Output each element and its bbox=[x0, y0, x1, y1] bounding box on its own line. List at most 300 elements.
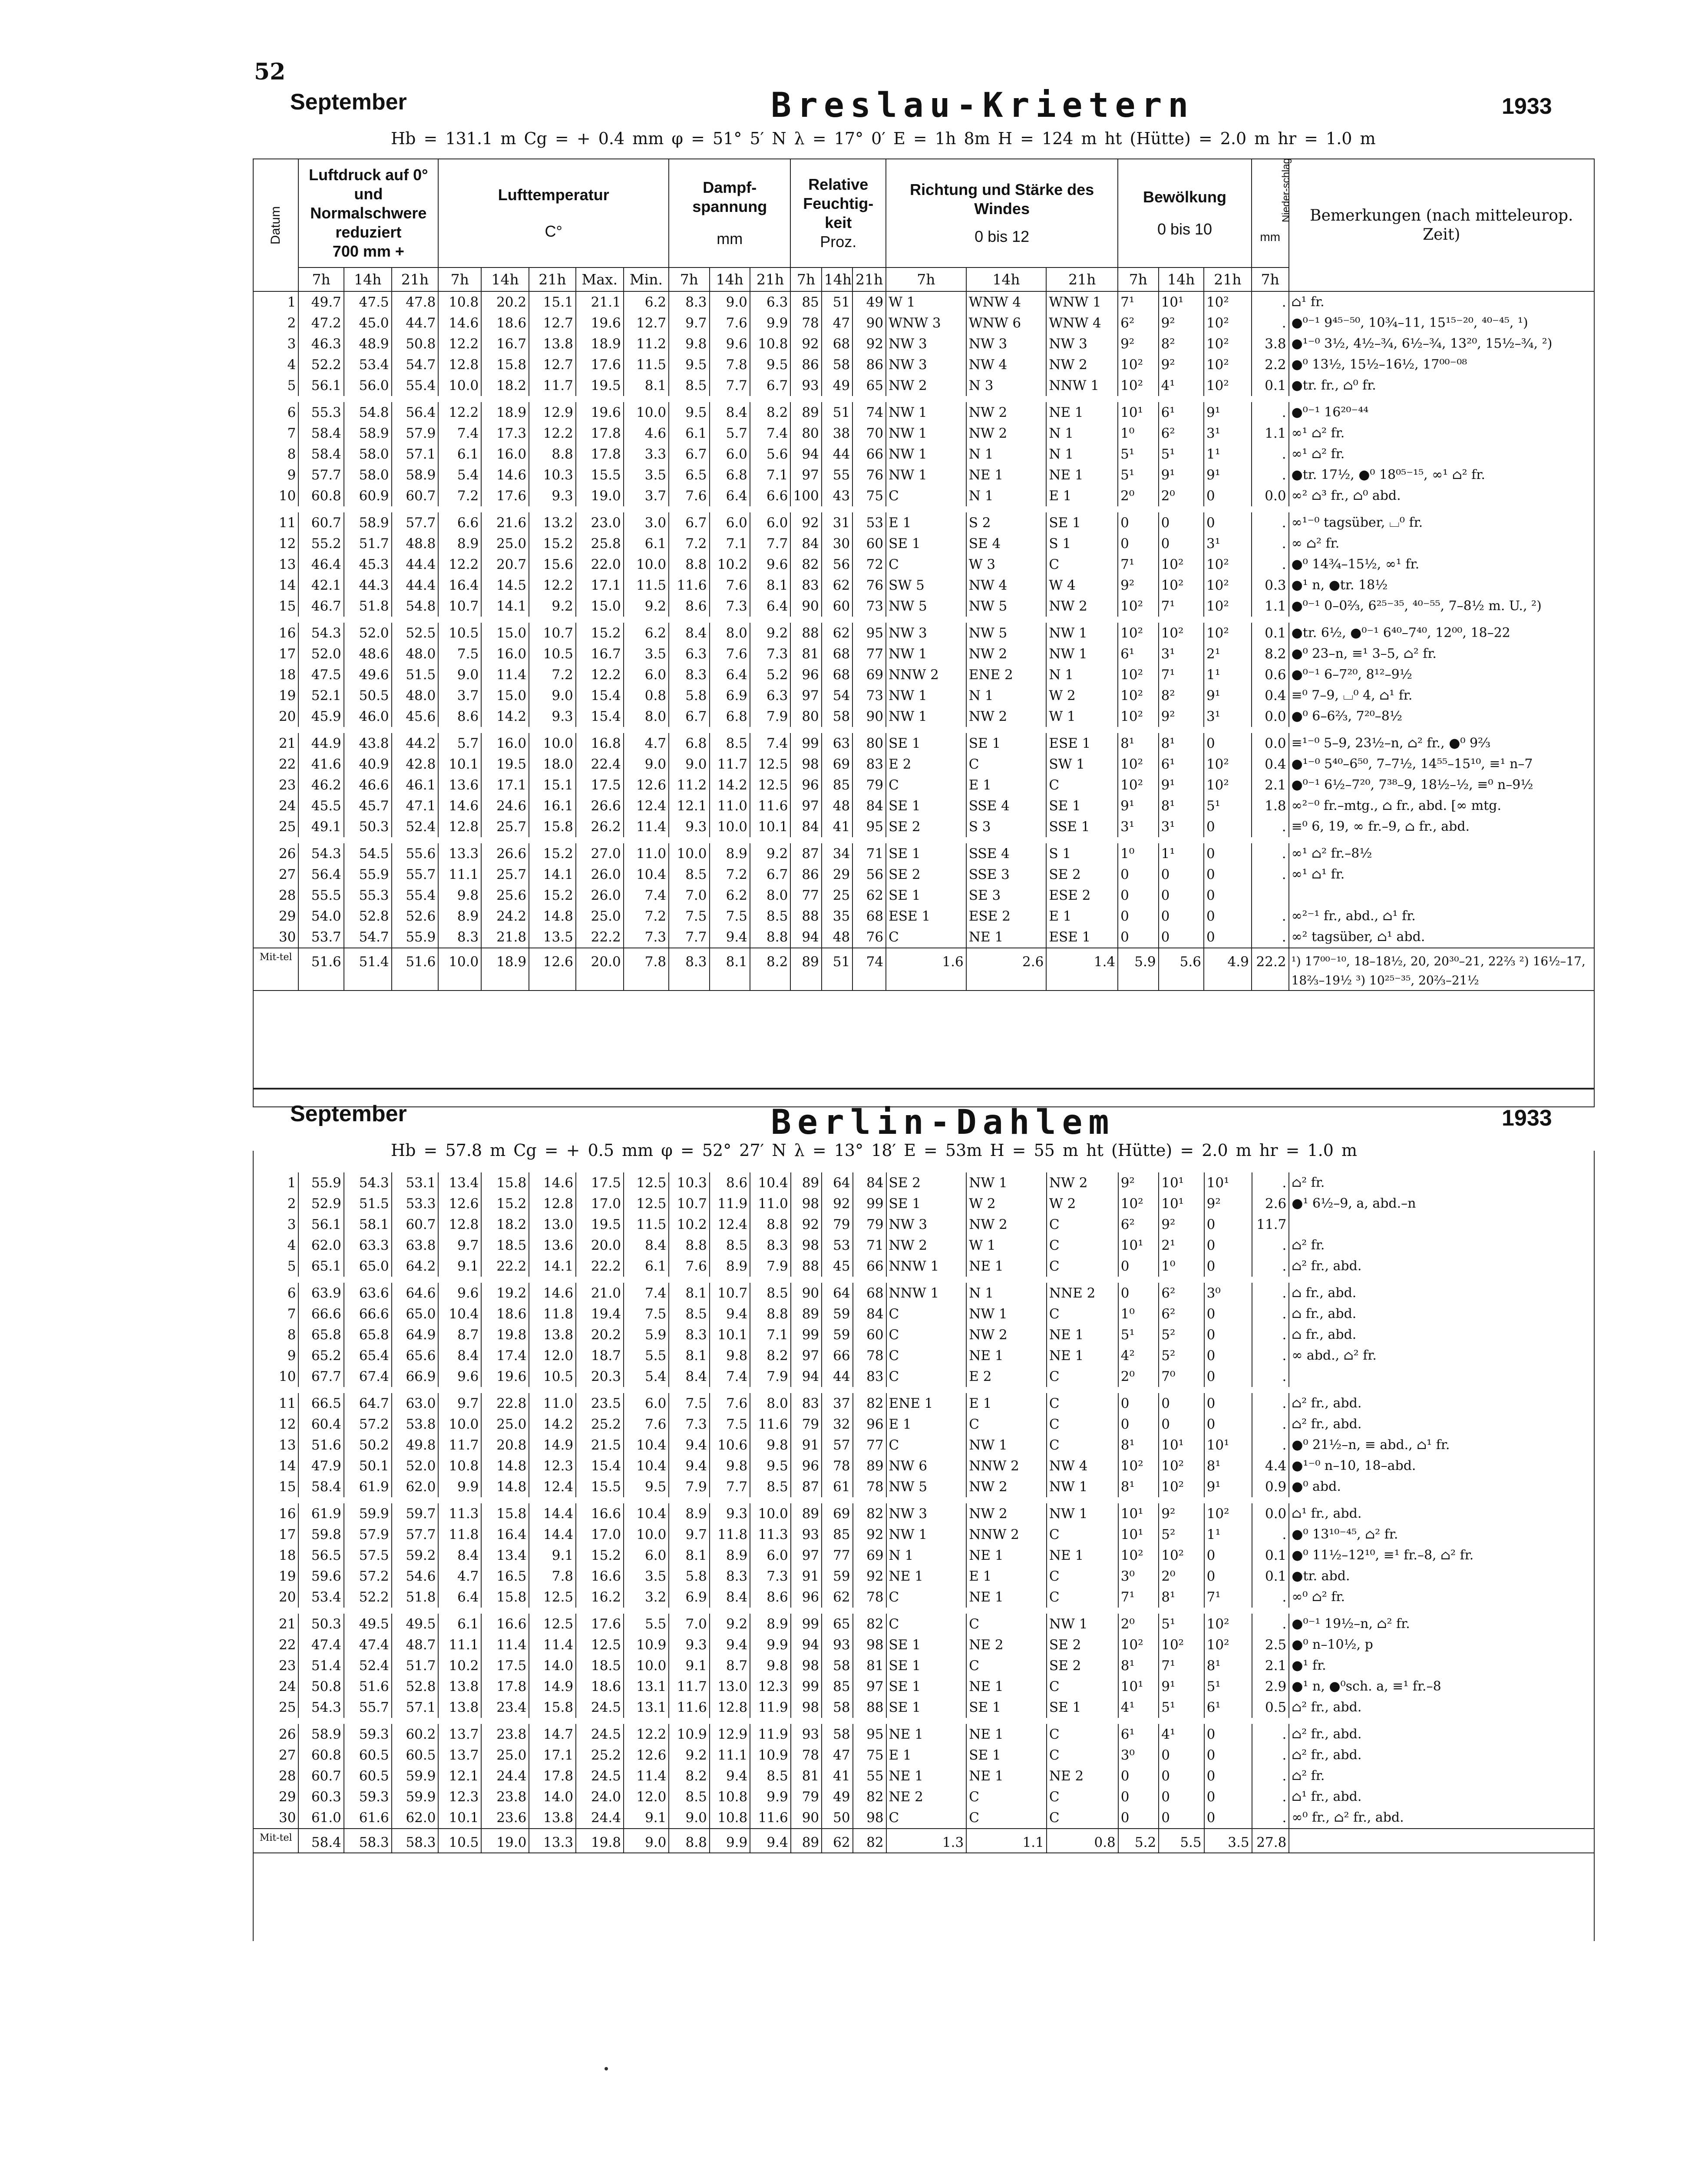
w14-cell: NE 1 bbox=[966, 1587, 1047, 1611]
tmin-cell: 5.9 bbox=[624, 1324, 669, 1345]
w21-cell: ESE 2 bbox=[1046, 885, 1118, 906]
page-number: 52 bbox=[254, 59, 286, 85]
table-row bbox=[253, 1456, 1595, 1476]
c14-cell: 4¹ bbox=[1159, 375, 1204, 399]
w14-cell: S 2 bbox=[966, 509, 1047, 533]
w7-cell: NW 1 bbox=[886, 423, 966, 444]
c7-cell: 10¹ bbox=[1118, 1235, 1159, 1256]
p7-header: 7h bbox=[298, 267, 344, 291]
c14-cell: 10¹ bbox=[1159, 1172, 1204, 1193]
p21-cell: 48.7 bbox=[392, 1634, 439, 1655]
remarks-cell: ⌂² fr., abd. bbox=[1289, 1745, 1595, 1766]
table-row bbox=[253, 596, 1594, 620]
h21-cell: 78 bbox=[853, 1345, 886, 1366]
tmax-cell: 19.5 bbox=[576, 1214, 624, 1235]
h7-cell: 87 bbox=[791, 1476, 822, 1500]
precip-cell: . bbox=[1252, 1807, 1289, 1829]
c7-cell: 8¹ bbox=[1118, 730, 1158, 754]
t7-cell: 10.8 bbox=[438, 1456, 481, 1476]
v7-cell: 5.8 bbox=[669, 685, 709, 706]
h14-cell: 44 bbox=[822, 1366, 852, 1390]
h14-cell: 47 bbox=[822, 1745, 852, 1766]
precip-cell: 0.5 bbox=[1252, 1697, 1289, 1721]
v14-cell: 8.5 bbox=[710, 1235, 750, 1256]
w7-cell: SE 1 bbox=[886, 1655, 967, 1676]
h14-cell: 30 bbox=[822, 533, 852, 554]
c14-cell: 5² bbox=[1159, 1324, 1204, 1345]
remarks-cell: ●⁰ 13½, 15½–16½, 17⁰⁰⁻⁰⁸ bbox=[1289, 354, 1594, 375]
v21-cell: 8.0 bbox=[750, 885, 790, 906]
w7-cell: SE 2 bbox=[886, 1172, 967, 1193]
h7-cell: 98 bbox=[791, 1235, 822, 1256]
c21-cell: 0 bbox=[1204, 730, 1252, 754]
t14-cell: 16.0 bbox=[481, 644, 529, 664]
v14-cell: 9.8 bbox=[710, 1456, 750, 1476]
tmax-cell: 25.8 bbox=[576, 533, 624, 554]
c14-cell: 8² bbox=[1159, 333, 1204, 354]
tmax-cell: 15.5 bbox=[576, 1476, 624, 1500]
v21-cell: 6.3 bbox=[750, 685, 790, 706]
w7-cell: C bbox=[886, 1587, 967, 1611]
tmin-cell: 8.0 bbox=[624, 706, 669, 730]
v14-cell: 10.0 bbox=[710, 816, 750, 840]
p21-cell: 52.4 bbox=[392, 816, 439, 840]
t7-cell: 13.8 bbox=[438, 1676, 481, 1697]
p7-cell: 56.1 bbox=[298, 1214, 344, 1235]
t21-cell: 10.0 bbox=[529, 730, 576, 754]
remarks-cell: ⌂ fr., abd. bbox=[1289, 1304, 1595, 1324]
tmin-cell: 10.0 bbox=[624, 1524, 669, 1545]
h21-cell: 90 bbox=[852, 706, 886, 730]
w7-cell: NW 3 bbox=[886, 1500, 967, 1524]
c7-cell: 10² bbox=[1118, 1634, 1159, 1655]
precip-cell: . bbox=[1252, 1721, 1289, 1745]
h14-cell: 51 bbox=[822, 291, 852, 313]
h21-cell: 82 bbox=[853, 1611, 886, 1634]
table-row bbox=[253, 1366, 1595, 1390]
remarks-cell bbox=[1289, 885, 1594, 906]
mean-p7-cell: 58.4 bbox=[298, 1829, 344, 1853]
mean-v7-cell: 8.8 bbox=[669, 1829, 709, 1853]
v7-cell: 10.7 bbox=[669, 1193, 709, 1214]
h7-cell: 79 bbox=[791, 1786, 822, 1807]
remarks-header: Bemerkungen (nach mitteleurop. Zeit) bbox=[1289, 159, 1594, 291]
day-cell: 10 bbox=[253, 485, 298, 509]
t21-cell: 11.0 bbox=[529, 1390, 576, 1414]
v21-cell: 7.9 bbox=[750, 1256, 790, 1280]
p21-cell: 46.1 bbox=[392, 775, 439, 796]
c7-cell: 10² bbox=[1118, 664, 1158, 685]
h7-cell: 98 bbox=[791, 1655, 822, 1676]
c21-cell: 9² bbox=[1204, 1193, 1252, 1214]
table-row bbox=[253, 1611, 1595, 1634]
table-row bbox=[253, 313, 1594, 333]
tmax-cell: 24.0 bbox=[576, 1786, 624, 1807]
v7-cell: 9.7 bbox=[669, 1524, 709, 1545]
h14-cell: 31 bbox=[822, 509, 852, 533]
t7-cell: 12.8 bbox=[438, 816, 481, 840]
h14-cell: 49 bbox=[822, 375, 852, 399]
precip-cell: . bbox=[1252, 1587, 1289, 1611]
t14-cell: 15.8 bbox=[481, 1587, 529, 1611]
p14-cell: 46.6 bbox=[344, 775, 392, 796]
t14-cell: 16.6 bbox=[481, 1611, 529, 1634]
tmax-cell: 18.6 bbox=[576, 1676, 624, 1697]
t14-cell: 17.8 bbox=[481, 1676, 529, 1697]
t21-cell: 12.0 bbox=[529, 1345, 576, 1366]
w7-cell: SE 1 bbox=[886, 885, 966, 906]
h21-cell: 79 bbox=[853, 1214, 886, 1235]
w21-cell: SSE 1 bbox=[1046, 816, 1118, 840]
tmax-cell: 20.0 bbox=[576, 1235, 624, 1256]
h21-cell: 98 bbox=[853, 1634, 886, 1655]
day-cell: 3 bbox=[253, 1214, 298, 1235]
v21-cell: 7.1 bbox=[750, 465, 790, 485]
p21-cell: 53.3 bbox=[392, 1193, 439, 1214]
h21-cell: 96 bbox=[853, 1414, 886, 1435]
t7-cell: 16.4 bbox=[438, 575, 481, 596]
h7-cell: 82 bbox=[790, 554, 821, 575]
c14-cell: 0 bbox=[1159, 1745, 1204, 1766]
tmin-cell: 3.5 bbox=[624, 644, 669, 664]
table-row bbox=[253, 1235, 1595, 1256]
c21-cell: 0 bbox=[1204, 1345, 1252, 1366]
table-row bbox=[253, 399, 1594, 423]
mean-c21-cell: 4.9 bbox=[1204, 948, 1252, 991]
precip-cell: . bbox=[1252, 1766, 1289, 1786]
v21-cell: 8.8 bbox=[750, 1304, 790, 1324]
remarks-cell: ●⁰ abd. bbox=[1289, 1476, 1595, 1500]
day-cell: 5 bbox=[253, 375, 298, 399]
v7-cell: 9.7 bbox=[669, 313, 709, 333]
t14-cell: 17.5 bbox=[481, 1655, 529, 1676]
c14-cell: 0 bbox=[1159, 885, 1204, 906]
table-row bbox=[253, 1745, 1595, 1766]
w7-cell: E 1 bbox=[886, 1745, 967, 1766]
h7-cell: 90 bbox=[791, 1280, 822, 1304]
tmax-cell: 25.0 bbox=[576, 906, 624, 927]
t21-cell: 15.8 bbox=[529, 1697, 576, 1721]
t14-cell: 22.8 bbox=[481, 1390, 529, 1414]
w21-cell: NW 4 bbox=[1047, 1456, 1118, 1476]
t14-cell: 20.8 bbox=[481, 1435, 529, 1456]
c21-cell: 0 bbox=[1204, 485, 1252, 509]
t7-cell: 9.7 bbox=[438, 1390, 481, 1414]
mean-t7-cell: 10.5 bbox=[438, 1829, 481, 1853]
tmin-cell: 5.5 bbox=[624, 1611, 669, 1634]
v7-cell: 7.9 bbox=[669, 1476, 709, 1500]
t21-cell: 12.7 bbox=[529, 354, 576, 375]
p21-cell: 45.6 bbox=[392, 706, 439, 730]
v14-cell: 8.9 bbox=[710, 1545, 750, 1566]
table-row bbox=[253, 906, 1594, 927]
remarks-cell: ●⁰⁻¹ 6½–7²⁰, 7³⁸–9, 18½–½, ≡⁰ n–9½ bbox=[1289, 775, 1594, 796]
p7-cell: 61.9 bbox=[298, 1500, 344, 1524]
tmin-cell: 6.0 bbox=[624, 664, 669, 685]
w7-cell: NW 5 bbox=[886, 596, 966, 620]
tmax-cell: 16.6 bbox=[576, 1566, 624, 1587]
h7-cell: 92 bbox=[790, 509, 821, 533]
tmin-cell: 6.0 bbox=[624, 1545, 669, 1566]
w14-cell: NW 5 bbox=[966, 620, 1047, 644]
v14-cell: 6.2 bbox=[710, 885, 750, 906]
p21-cell: 48.8 bbox=[392, 533, 439, 554]
p7-cell: 58.4 bbox=[298, 444, 344, 465]
tmin-cell: 13.1 bbox=[624, 1697, 669, 1721]
h21-cell: 66 bbox=[852, 444, 886, 465]
remarks-cell: ●⁰ 23–n, ≡¹ 3–5, ⌂² fr. bbox=[1289, 644, 1594, 664]
mean-w7-cell: 1.3 bbox=[886, 1829, 967, 1853]
h7-cell: 93 bbox=[791, 1524, 822, 1545]
day-cell: 13 bbox=[253, 554, 298, 575]
h21-cell: 68 bbox=[852, 906, 886, 927]
t7-cell: 4.7 bbox=[438, 1566, 481, 1587]
t21-cell: 13.0 bbox=[529, 1214, 576, 1235]
t7-cell: 12.1 bbox=[438, 1766, 481, 1786]
t21-cell: 13.2 bbox=[529, 509, 576, 533]
c21-cell: 0 bbox=[1204, 1745, 1252, 1766]
h7-cell: 98 bbox=[791, 1193, 822, 1214]
p7-cell: 63.9 bbox=[298, 1280, 344, 1304]
v7-cell: 7.0 bbox=[669, 1611, 709, 1634]
w21-cell: NW 1 bbox=[1047, 1611, 1118, 1634]
w14-cell: SSE 4 bbox=[966, 796, 1047, 816]
precip-cell: . bbox=[1252, 1435, 1289, 1456]
tmin-cell: 10.4 bbox=[624, 1435, 669, 1456]
v14-cell: 9.4 bbox=[710, 927, 750, 948]
day-cell: 4 bbox=[253, 354, 298, 375]
p21-cell: 44.2 bbox=[392, 730, 439, 754]
c21-cell: 0 bbox=[1204, 1414, 1252, 1435]
p7-cell: 65.2 bbox=[298, 1345, 344, 1366]
c14-cell: 8¹ bbox=[1159, 1587, 1204, 1611]
h7-cell: 97 bbox=[791, 1345, 822, 1366]
p21-cell: 48.0 bbox=[392, 644, 439, 664]
table-row bbox=[253, 1256, 1595, 1280]
p7-cell: 53.7 bbox=[298, 927, 344, 948]
precip-cell: 2.9 bbox=[1252, 1676, 1289, 1697]
w7-cell: C bbox=[886, 485, 966, 509]
t21-cell: 14.1 bbox=[529, 1256, 576, 1280]
h21-cell: 90 bbox=[852, 313, 886, 333]
v7-cell: 9.2 bbox=[669, 1745, 709, 1766]
t21-cell: 14.4 bbox=[529, 1524, 576, 1545]
tmax-cell: 20.3 bbox=[576, 1366, 624, 1390]
day-cell: 13 bbox=[253, 1435, 298, 1456]
precip-cell: . bbox=[1252, 1366, 1289, 1390]
precip-cell: . bbox=[1252, 533, 1289, 554]
p14-cell: 58.9 bbox=[344, 423, 392, 444]
c21-cell: 10² bbox=[1204, 354, 1252, 375]
table-row bbox=[253, 1807, 1595, 1829]
v21-cell: 11.9 bbox=[750, 1721, 790, 1745]
h21-cell: 72 bbox=[852, 554, 886, 575]
tmax-cell: 18.5 bbox=[576, 1655, 624, 1676]
v21-cell: 10.8 bbox=[750, 333, 790, 354]
p14-cell: 57.2 bbox=[344, 1414, 392, 1435]
h14-cell: 25 bbox=[822, 885, 852, 906]
w14-cell: W 1 bbox=[966, 1235, 1047, 1256]
w21-cell: NW 2 bbox=[1046, 596, 1118, 620]
v7-cell: 10.2 bbox=[669, 1214, 709, 1235]
remarks-cell: ≡⁰ 6, 19, ∞ fr.–9, ⌂ fr., abd. bbox=[1289, 816, 1594, 840]
c14-cell: 4¹ bbox=[1159, 1721, 1204, 1745]
table-row bbox=[253, 485, 1594, 509]
c21-cell: 10² bbox=[1204, 313, 1252, 333]
w21-cell: NE 1 bbox=[1047, 1545, 1118, 1566]
v21-cell: 12.5 bbox=[750, 754, 790, 775]
c7-cell: 5¹ bbox=[1118, 1324, 1159, 1345]
w14-cell: SE 1 bbox=[966, 730, 1047, 754]
c7-cell: 6² bbox=[1118, 313, 1158, 333]
day-cell: 14 bbox=[253, 575, 298, 596]
c7-cell: 6² bbox=[1118, 1214, 1159, 1235]
remarks-cell: ∞² ⌂³ fr., ⌂⁰ abd. bbox=[1289, 485, 1594, 509]
v14-cell: 6.0 bbox=[710, 509, 750, 533]
tmin-cell: 12.5 bbox=[624, 1172, 669, 1193]
tmin-cell: 10.4 bbox=[624, 1456, 669, 1476]
w7-cell: NE 1 bbox=[886, 1566, 967, 1587]
v14-cell: 12.9 bbox=[710, 1721, 750, 1745]
v14-cell: 6.8 bbox=[710, 465, 750, 485]
table-row bbox=[253, 465, 1594, 485]
p21-cell: 59.9 bbox=[392, 1786, 439, 1807]
t14-cell: 14.6 bbox=[481, 465, 529, 485]
table-row bbox=[253, 423, 1594, 444]
precip-cell: 0.0 bbox=[1252, 1500, 1289, 1524]
c7-cell: 2⁰ bbox=[1118, 1366, 1159, 1390]
c21-cell: 8¹ bbox=[1204, 1655, 1252, 1676]
remarks-cell: ∞¹ ⌂¹ fr. bbox=[1289, 864, 1594, 885]
c14-cell: 10¹ bbox=[1159, 291, 1204, 313]
mean-c7-cell: 5.2 bbox=[1118, 1829, 1159, 1853]
c14-cell: 0 bbox=[1159, 509, 1204, 533]
mean-p7-cell: 51.6 bbox=[298, 948, 344, 991]
t21-cell: 14.0 bbox=[529, 1655, 576, 1676]
v21-cell: 6.0 bbox=[750, 509, 790, 533]
h21-cell: 84 bbox=[853, 1172, 886, 1193]
p21-cell: 53.8 bbox=[392, 1414, 439, 1435]
day-cell: 11 bbox=[253, 1390, 298, 1414]
h7-cell: 91 bbox=[791, 1435, 822, 1456]
tmin-cell: 9.5 bbox=[624, 1476, 669, 1500]
precip-header: Nieder-schlag mm bbox=[1252, 159, 1289, 267]
v14-cell: 12.8 bbox=[710, 1697, 750, 1721]
t14-cell: 25.0 bbox=[481, 1745, 529, 1766]
v21-cell: 6.7 bbox=[750, 864, 790, 885]
h21-cell: 62 bbox=[852, 885, 886, 906]
w14-cell: W 3 bbox=[966, 554, 1047, 575]
h21-cell: 92 bbox=[852, 333, 886, 354]
mean-p21-cell: 58.3 bbox=[392, 1829, 439, 1853]
p14-cell: 52.2 bbox=[344, 1587, 392, 1611]
v21-cell: 9.2 bbox=[750, 620, 790, 644]
c14-cell: 9² bbox=[1159, 1500, 1204, 1524]
c7-header: 7h bbox=[1118, 267, 1158, 291]
p14-cell: 65.8 bbox=[344, 1324, 392, 1345]
p7-cell: 58.4 bbox=[298, 1476, 344, 1500]
mean-precip-cell: 27.8 bbox=[1252, 1829, 1289, 1853]
pressure-unit: 700 mm + bbox=[332, 242, 404, 260]
c14-cell: 7¹ bbox=[1159, 664, 1204, 685]
c14-cell: 9² bbox=[1159, 1214, 1204, 1235]
v21-cell: 11.9 bbox=[750, 1697, 790, 1721]
w14-cell: C bbox=[966, 1414, 1047, 1435]
tmin-cell: 3.3 bbox=[624, 444, 669, 465]
mean-tmin-cell: 7.8 bbox=[624, 948, 669, 991]
mean-tmax-cell: 19.8 bbox=[576, 1829, 624, 1853]
table-row bbox=[253, 816, 1594, 840]
w14-cell: NW 2 bbox=[966, 1476, 1047, 1500]
c14-cell: 8² bbox=[1159, 685, 1204, 706]
v21-cell: 9.6 bbox=[750, 554, 790, 575]
c7-cell: 8¹ bbox=[1118, 1435, 1159, 1456]
table-row bbox=[253, 1766, 1595, 1786]
c7-cell: 10² bbox=[1118, 685, 1158, 706]
v7-cell: 8.4 bbox=[669, 1366, 709, 1390]
c14-cell: 9¹ bbox=[1159, 465, 1204, 485]
t14-cell: 23.8 bbox=[481, 1721, 529, 1745]
t14-cell: 14.2 bbox=[481, 706, 529, 730]
w14-cell: NW 2 bbox=[966, 1324, 1047, 1345]
v21-cell: 8.8 bbox=[750, 1214, 790, 1235]
t21-cell: 13.8 bbox=[529, 1807, 576, 1829]
w21-cell: W 2 bbox=[1047, 1193, 1118, 1214]
v14-cell: 6.8 bbox=[710, 706, 750, 730]
t7-cell: 8.7 bbox=[438, 1324, 481, 1345]
h14-cell: 64 bbox=[822, 1280, 852, 1304]
v7-cell: 11.7 bbox=[669, 1676, 709, 1697]
c14-cell: 6² bbox=[1159, 1304, 1204, 1324]
remarks-cell: ∞⁰ ⌂² fr. bbox=[1289, 1587, 1595, 1611]
p7-cell: 46.2 bbox=[298, 775, 344, 796]
table-row bbox=[253, 664, 1594, 685]
v14-cell: 11.9 bbox=[710, 1193, 750, 1214]
w14-cell: NE 1 bbox=[966, 1676, 1047, 1697]
w14-cell: S 3 bbox=[966, 816, 1047, 840]
t21-cell: 15.2 bbox=[529, 885, 576, 906]
h7-cell: 90 bbox=[790, 596, 821, 620]
tmax-cell: 21.5 bbox=[576, 1435, 624, 1456]
t14-cell: 25.0 bbox=[481, 1414, 529, 1435]
v7-cell: 7.3 bbox=[669, 1414, 709, 1435]
c7-cell: 0 bbox=[1118, 533, 1158, 554]
h7-cell: 94 bbox=[791, 1366, 822, 1390]
w21-cell: E 1 bbox=[1046, 485, 1118, 509]
precip-cell: . bbox=[1252, 1324, 1289, 1345]
v7-cell: 10.9 bbox=[669, 1721, 709, 1745]
day-cell: 9 bbox=[253, 465, 298, 485]
tmin-cell: 13.1 bbox=[624, 1676, 669, 1697]
w21-cell: C bbox=[1047, 1366, 1118, 1390]
t14-cell: 15.0 bbox=[481, 620, 529, 644]
t7-cell: 6.4 bbox=[438, 1587, 481, 1611]
v7-cell: 8.3 bbox=[669, 291, 709, 313]
station-name: Breslau-Krietern bbox=[771, 86, 1195, 125]
h7-cell: 88 bbox=[791, 1256, 822, 1280]
t14-cell: 23.4 bbox=[481, 1697, 529, 1721]
w21-cell: S 1 bbox=[1046, 840, 1118, 864]
v7-cell: 7.2 bbox=[669, 533, 709, 554]
p21-cell: 52.5 bbox=[392, 620, 439, 644]
t21-header: 21h bbox=[529, 267, 576, 291]
t7-cell: 10.0 bbox=[438, 375, 481, 399]
p7-cell: 55.2 bbox=[298, 533, 344, 554]
tmin-cell: 6.0 bbox=[624, 1390, 669, 1414]
t7-cell: 9.0 bbox=[438, 664, 481, 685]
w7-cell: SE 1 bbox=[886, 796, 966, 816]
p21-cell: 50.8 bbox=[392, 333, 439, 354]
